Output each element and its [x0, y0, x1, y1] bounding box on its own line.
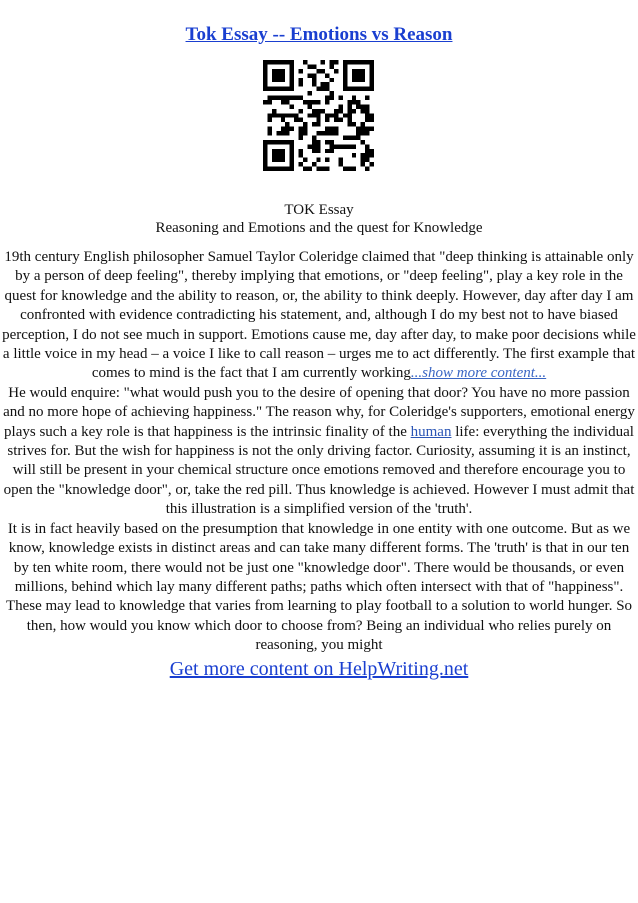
paragraph-1 [2, 248, 636, 384]
paragraph-1-text: 19th century English philosopher Samuel Taylor Coleridge claimed that "deep thinking is attainable only by a person of deep feeling", thereby implying that emotions, or "deep feeling", play a key role in the quest for knowledge and the ability to reason, or, the ability to think deeply. However, day after day I am confronted with evidence contradicting his statement, and, although I do my best not to have biased perception, I do not see much in support. Emotions cause me, day after day, to make poor decisions while a little voice in my head – a voice I like to call reason – urges me to act differently. The first example that comes to mind is the fact that I am currently working [2, 249, 636, 382]
paragraph-2-text-before: He would enquire: "what would push you to the desire of opening that door? You have no more passion and no more hope of achieving happiness." The reason why, for Coleridge's supporters, emotional energy plays such a key role is that happiness is the intrinsic finality of the [3, 384, 635, 440]
show-more-link[interactable]: ...show more content... [410, 365, 547, 382]
paragraph-2-text-after: life: everything the individual strives for. But the wish for happiness is not the only driving factor. Curiosity, assuming it is an instinct, will still be present in your chemical structure once emotions removed and therefore encourage you to open the "knowledge door", or, take the red pill. Thus knowledge is achieved. However I must admit that this illustration is a simplified version of the 'truth'. [3, 423, 635, 518]
human-link[interactable]: human [410, 423, 452, 440]
document-title[interactable]: Tok Essay -- Emotions vs Reason [185, 24, 453, 45]
paragraph-2 [2, 384, 636, 520]
essay-body [2, 248, 636, 656]
qr-code-icon [263, 60, 374, 171]
essay-label: TOK Essay [284, 202, 354, 218]
paragraph-3: It is in fact heavily based on the presumption that knowledge in one entity with one outcome. But as we know, knowledge exists in distinct areas and can take many different forms. The 'truth' is that in our ten by ten white room, there would not be just one "knowledge door". There would be thousands, or even millions, behind which lay many different paths; paths which often intersect with that of "happiness". These may lead to knowledge that varies from learning to play football to a solution to world hunger. So then, how would you know which door to choose from? Being an individual who relies purely on reasoning, you might [5, 520, 633, 654]
get-more-content-link[interactable]: Get more content on HelpWriting.net [169, 658, 469, 680]
essay-subtitle: Reasoning and Emotions and the quest for Knowledge [155, 220, 483, 236]
